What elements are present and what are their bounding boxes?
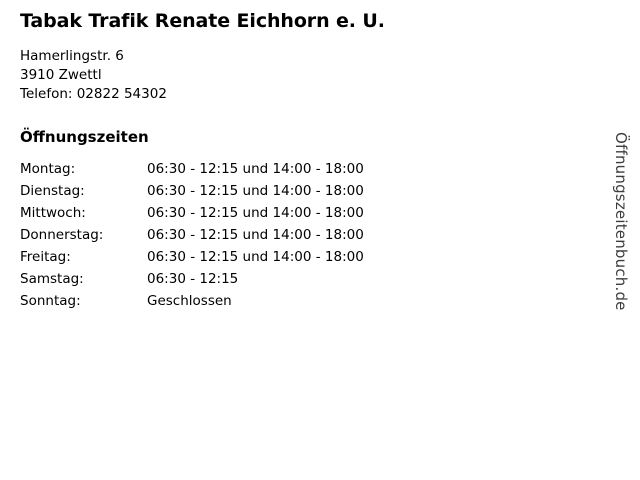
opening-hours-table [20,158,364,312]
hours-value: Geschlossen [147,292,232,309]
hours-value: 06:30 - 12:15 und 14:00 - 18:00 [147,160,364,177]
day-label: Samstag: [20,270,84,287]
day-label: Mittwoch: [20,204,86,221]
table-row [20,290,364,312]
hours-value: 06:30 - 12:15 und 14:00 - 18:00 [147,226,364,243]
day-label: Montag: [20,160,76,177]
day-label: Dienstag: [20,182,85,199]
table-row [20,202,364,224]
address-city: 3910 Zwettl [20,66,102,83]
watermark [600,0,640,480]
phone-number: Telefon: 02822 54302 [20,85,167,102]
hours-value: 06:30 - 12:15 und 14:00 - 18:00 [147,248,364,265]
day-label: Freitag: [20,248,71,265]
table-row [20,158,364,180]
day-label: Donnerstag: [20,226,104,243]
table-row [20,246,364,268]
address-street: Hamerlingstr. 6 [20,47,124,64]
table-row [20,180,364,202]
page-title: Tabak Trafik Renate Eichhorn e. U. [20,10,385,32]
opening-hours-heading: Öffnungszeiten [20,127,149,146]
hours-value: 06:30 - 12:15 und 14:00 - 18:00 [147,204,364,221]
day-label: Sonntag: [20,292,81,309]
business-info-block [20,10,580,312]
table-row [20,268,364,290]
watermark-text: Öffnungszeitenbuch.de [612,132,630,311]
hours-value: 06:30 - 12:15 [147,270,239,287]
table-row [20,224,364,246]
hours-value: 06:30 - 12:15 und 14:00 - 18:00 [147,182,364,199]
